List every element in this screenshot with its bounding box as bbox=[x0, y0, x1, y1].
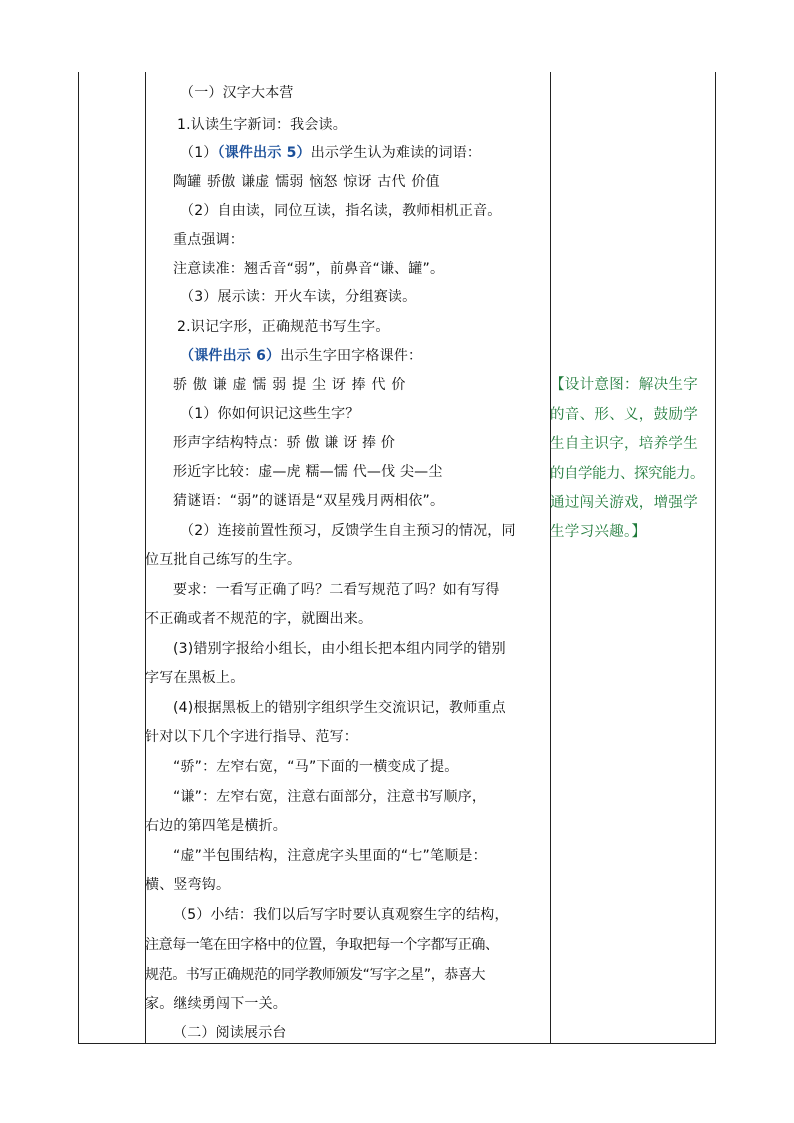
table-border-left bbox=[78, 72, 79, 1044]
design-intent-line: 生自主识字，培养学生 bbox=[550, 436, 698, 452]
courseware-tag-6: （课件出示 6） bbox=[180, 348, 281, 364]
requirement-line-2: 不正确或者不规范的字，就圈出来。 bbox=[145, 611, 373, 627]
para-4-line-2: 针对以下几个字进行指导、范写： bbox=[145, 729, 358, 745]
char-qian-note-1: “谦”：左窄右宽，注意右面部分，注意书写顺序， bbox=[173, 789, 487, 805]
para-2-line-1: （2）连接前置性预习，反馈学生自主预习的情况，同 bbox=[180, 523, 516, 539]
section-heading-2: （二）阅读展示台 bbox=[173, 1025, 287, 1041]
design-intent-cell bbox=[550, 72, 716, 1044]
phono-semantic-note: 形声字结构特点：骄 傲 谦 讶 捧 价 bbox=[173, 435, 396, 451]
summary-line-1: （5）小结：我们以后写字时要认真观察生字的结构， bbox=[173, 907, 509, 923]
reading-step-2: （2）自由读，同位互读，指名读，教师相机正音。 bbox=[180, 203, 502, 219]
summary-line-3: 规范。书写正确规范的同学教师颁发“写字之星”，恭喜大 bbox=[145, 967, 486, 983]
summary-line-2: 注意每一笔在田字格中的位置，争取把每一个字都写正确、 bbox=[145, 937, 499, 953]
para-2-line-2: 位互批自己练写的生字。 bbox=[145, 552, 302, 568]
courseware-line-6: （课件出示 6）出示生字田字格课件： bbox=[180, 348, 423, 364]
new-characters: 骄 傲 谦 虚 懦 弱 提 尘 讶 捧 代 价 bbox=[173, 377, 406, 393]
char-xu-note-1: “虚”半包围结构，注意虎字头里面的“七”笔顺是： bbox=[173, 848, 487, 864]
para-3-line-1: (3)错别字报给小组长，由小组长把本组内同学的错别 bbox=[173, 641, 506, 657]
reading-step-3: （3）展示读：开火车读，分组赛读。 bbox=[180, 289, 417, 305]
design-intent-line: 的音、形、义，鼓励学 bbox=[550, 407, 698, 423]
char-qian-note-2: 右边的第四笔是横折。 bbox=[145, 818, 287, 834]
courseware-line-5: （1）（课件出示 5）出示学生认为难读的词语： bbox=[180, 145, 482, 161]
char-jiao-note: “骄”：左窄右宽，“马”下面的一横变成了提。 bbox=[173, 759, 459, 775]
emphasis-label: 重点强调： bbox=[173, 232, 244, 248]
pronunciation-note: 注意读准：翘舌音“弱”，前鼻音“谦、罐”。 bbox=[173, 261, 445, 277]
lesson-plan-table bbox=[78, 72, 716, 1044]
summary-line-4: 家。继续勇闯下一关。 bbox=[145, 996, 287, 1012]
para-4-line-1: (4)根据黑板上的错别字组织学生交流识记，教师重点 bbox=[173, 700, 506, 716]
para-3-line-2: 字写在黑板上。 bbox=[145, 670, 245, 686]
step-2-heading: 2.识记字形，正确规范书写生字。 bbox=[177, 319, 390, 335]
requirement-line-1: 要求：一看写正确了吗？二看写规范了吗？如有写得 bbox=[173, 582, 500, 598]
design-intent-line: 通过闯关游戏，增强学 bbox=[550, 495, 698, 511]
design-intent-line: 【设计意图：解决生字 bbox=[550, 377, 698, 393]
design-intent-line: 生学习兴趣。】 bbox=[550, 524, 647, 540]
teaching-process-cell bbox=[145, 72, 550, 1044]
step-1-heading: 1.认读生字新词：我会读。 bbox=[177, 117, 347, 133]
courseware-tag-5: （课件出示 5） bbox=[217, 145, 311, 161]
section-heading-1: （一）汉字大本营 bbox=[180, 85, 294, 101]
char-xu-note-2: 横、竖弯钩。 bbox=[145, 877, 231, 893]
difficult-words: 陶罐 骄傲 谦虚 懦弱 恼怒 惊讶 古代 价值 bbox=[173, 174, 440, 190]
question-1: （1）你如何识记这些生字？ bbox=[180, 406, 360, 422]
riddle-note: 猜谜语：“弱”的谜语是“双星残月两相依”。 bbox=[173, 493, 445, 509]
similar-chars-note: 形近字比较：虚—虎 糯—懦 代—伐 尖—尘 bbox=[173, 464, 443, 480]
design-intent-line: 的自学能力、探究能力。 bbox=[550, 466, 704, 482]
